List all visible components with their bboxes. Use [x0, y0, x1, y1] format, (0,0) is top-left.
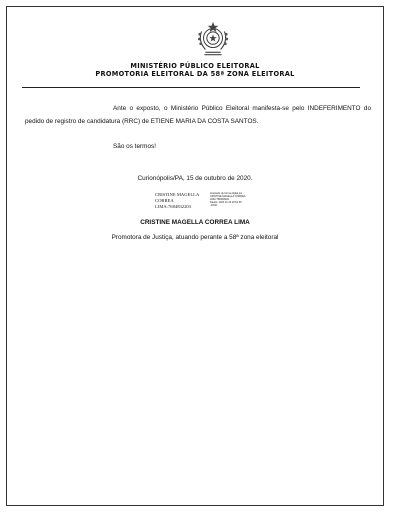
- digital-signature-detail-line: Dados: 2020.10.15 18:51:39: [210, 201, 242, 205]
- digital-signature-detail-line: CRISTINE MAGELLA CORREA: [210, 195, 246, 199]
- digital-signature-name-line: LIMA:7684832203: [155, 203, 191, 209]
- digital-signature-detail-line: LIMA:768483220: [210, 198, 230, 202]
- digital-signature-name: [155, 192, 209, 209]
- document-page: [6, 6, 384, 506]
- digital-signature-detail-line: -03'00': [210, 204, 218, 208]
- body-paragraph: [25, 102, 371, 128]
- digital-signature-stamp: [155, 192, 260, 216]
- body-paragraph-text: Ante o exposto, o Ministério Público Eleitoral manifesta-se pelo INDEFERIMENTO do pedido de registro de candidatura (RRC) de ETIENE MARIA DA COSTA SANTOS.: [25, 105, 371, 125]
- digital-signature-name-line: CRISTINE MAGELLA: [155, 192, 200, 197]
- national-coat-of-arms-icon: [194, 20, 232, 58]
- signatory-role: Promotora de Justiça, atuando perante a 58ª zona eleitoral: [111, 234, 279, 241]
- closing-remark: São os termos!: [113, 143, 156, 150]
- digital-signature-detail-line: Assinado de forma digital por: [210, 192, 243, 195]
- header-office: PROMOTORIA ELEITORAL DA 58ª ZONA ELEITORAL: [95, 70, 295, 78]
- digital-signature-name-line: CORREA: [155, 197, 174, 203]
- date-line: Curionópolis/PA, 15 de outubro de 2020.: [137, 175, 253, 182]
- signatory-name: CRISTINE MAGELLA CORREA LIMA: [140, 219, 250, 226]
- header-institution: MINISTÉRIO PÚBLICO ELEITORAL: [130, 62, 260, 70]
- header-divider: [22, 87, 360, 88]
- digital-signature-details: [210, 192, 262, 207]
